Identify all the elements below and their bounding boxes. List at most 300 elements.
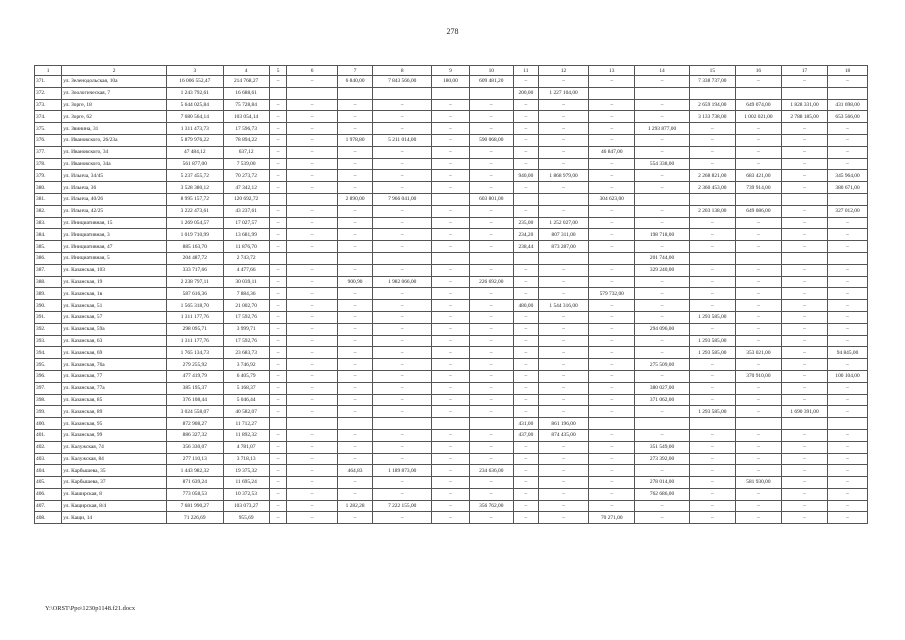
value-cell: –: [337, 359, 373, 371]
address-cell: ул. Карбышева, 37: [62, 477, 167, 489]
value-cell: –: [432, 512, 470, 524]
value-cell: –: [538, 406, 588, 418]
value-cell: –: [781, 205, 827, 217]
header-cell: 9: [432, 66, 470, 76]
row-number-cell: 406.: [35, 488, 62, 500]
value-cell: 353 021,00: [735, 347, 781, 359]
value-cell: 431 698,00: [828, 99, 868, 111]
value-cell: –: [269, 370, 287, 382]
value-cell: –: [735, 335, 781, 347]
address-cell: ул. Ильича, 40/26: [62, 193, 167, 205]
value-cell: –: [269, 146, 287, 158]
value-cell: 7 222 155,00: [373, 500, 432, 512]
value-cell: –: [432, 123, 470, 135]
value-cell: –: [828, 394, 868, 406]
value-cell: –: [828, 382, 868, 394]
value-cell: –: [781, 488, 827, 500]
value-cell: –: [373, 146, 432, 158]
value-cell: –: [269, 76, 287, 88]
value-cell: –: [269, 512, 287, 524]
value-cell: [635, 193, 689, 205]
value-cell: 1 002 021,00: [735, 111, 781, 123]
value-cell: –: [373, 158, 432, 170]
address-cell: ул. Инициативная, 15: [62, 217, 167, 229]
value-cell: –: [337, 406, 373, 418]
value-cell: –: [589, 382, 635, 394]
value-cell: –: [337, 182, 373, 194]
value-cell: –: [735, 359, 781, 371]
value-cell: 1 293 585,00: [689, 406, 735, 418]
row-number-cell: 383.: [35, 217, 62, 229]
table-row: [35, 453, 868, 465]
value-cell: [373, 87, 432, 99]
value-cell: –: [287, 323, 337, 335]
value-cell: –: [781, 276, 827, 288]
value-cell: 477 419,79: [167, 370, 224, 382]
value-cell: –: [287, 123, 337, 135]
value-cell: –: [287, 99, 337, 111]
value-cell: –: [373, 347, 432, 359]
value-cell: 807 311,00: [538, 229, 588, 241]
header-cell: 7: [337, 66, 373, 76]
table-row: [35, 229, 868, 241]
address-cell: ул. Казанская, 57: [62, 311, 167, 323]
row-number-cell: 379.: [35, 170, 62, 182]
table-row: [35, 123, 868, 135]
value-cell: 329 240,00: [635, 264, 689, 276]
value-cell: –: [589, 276, 635, 288]
value-cell: –: [373, 453, 432, 465]
address-cell: ул. Казанская, 99: [62, 429, 167, 441]
value-cell: –: [337, 288, 373, 300]
value-cell: 380 671,00: [828, 182, 868, 194]
value-cell: –: [287, 111, 337, 123]
value-cell: –: [635, 300, 689, 312]
value-cell: –: [589, 241, 635, 253]
address-cell: ул. Ильича, 42/25: [62, 205, 167, 217]
value-cell: –: [513, 477, 538, 489]
table-row: [35, 241, 868, 253]
value-cell: [513, 193, 538, 205]
value-cell: –: [828, 488, 868, 500]
value-cell: –: [337, 453, 373, 465]
row-number-cell: 404.: [35, 465, 62, 477]
value-cell: –: [689, 123, 735, 135]
value-cell: –: [513, 134, 538, 146]
value-cell: –: [781, 76, 827, 88]
value-cell: –: [635, 205, 689, 217]
value-cell: –: [432, 347, 470, 359]
value-cell: –: [287, 394, 337, 406]
value-cell: –: [781, 288, 827, 300]
table-row: [35, 512, 868, 524]
value-cell: –: [635, 170, 689, 182]
value-cell: –: [589, 111, 635, 123]
value-cell: –: [589, 394, 635, 406]
value-cell: 11 695,24: [223, 477, 269, 489]
value-cell: [469, 418, 513, 430]
row-number-cell: 403.: [35, 453, 62, 465]
address-cell: ул. Ивановского, 34: [62, 146, 167, 158]
value-cell: –: [432, 359, 470, 371]
value-cell: [287, 193, 337, 205]
value-cell: –: [635, 406, 689, 418]
value-cell: –: [373, 370, 432, 382]
value-cell: –: [735, 512, 781, 524]
value-cell: –: [589, 359, 635, 371]
value-cell: 71 226,69: [167, 512, 224, 524]
value-cell: 11 712,27: [223, 418, 269, 430]
value-cell: 762 686,00: [635, 488, 689, 500]
value-cell: –: [689, 217, 735, 229]
value-cell: –: [589, 311, 635, 323]
value-cell: –: [781, 170, 827, 182]
row-number-cell: 394.: [35, 347, 62, 359]
value-cell: –: [538, 323, 588, 335]
value-cell: –: [589, 76, 635, 88]
value-cell: –: [589, 347, 635, 359]
value-cell: –: [287, 264, 337, 276]
value-cell: 873 287,00: [538, 241, 588, 253]
address-cell: ул. Калужская, 84: [62, 453, 167, 465]
value-cell: –: [538, 264, 588, 276]
value-cell: –: [538, 182, 588, 194]
table-row: [35, 335, 868, 347]
header-cell: 3: [167, 66, 224, 76]
value-cell: 900,90: [337, 276, 373, 288]
value-cell: –: [538, 370, 588, 382]
value-cell: 11 876,70: [223, 241, 269, 253]
table-row: [35, 477, 868, 489]
table-row: [35, 111, 868, 123]
value-cell: –: [432, 229, 470, 241]
value-cell: –: [287, 134, 337, 146]
table-row: [35, 170, 868, 182]
row-number-cell: 405.: [35, 477, 62, 489]
value-cell: –: [432, 441, 470, 453]
header-cell: 11: [513, 66, 538, 76]
value-cell: –: [269, 288, 287, 300]
value-cell: 871 639,24: [167, 477, 224, 489]
value-cell: –: [469, 512, 513, 524]
value-cell: –: [828, 300, 868, 312]
value-cell: –: [287, 300, 337, 312]
value-cell: 201 744,00: [635, 252, 689, 264]
value-cell: [469, 87, 513, 99]
value-cell: 885 163,70: [167, 241, 224, 253]
value-cell: –: [781, 300, 827, 312]
row-number-cell: 389.: [35, 288, 62, 300]
value-cell: –: [635, 182, 689, 194]
value-cell: –: [635, 429, 689, 441]
table-row: [35, 252, 868, 264]
value-cell: –: [828, 465, 868, 477]
value-cell: 4 477,66: [223, 264, 269, 276]
value-cell: –: [589, 182, 635, 194]
value-cell: –: [469, 335, 513, 347]
value-cell: 1 311 473,73: [167, 123, 224, 135]
value-cell: –: [269, 276, 287, 288]
header-cell: 14: [635, 66, 689, 76]
row-number-cell: 388.: [35, 276, 62, 288]
table-row: [35, 205, 868, 217]
value-cell: –: [337, 488, 373, 500]
value-cell: –: [828, 276, 868, 288]
value-cell: –: [538, 123, 588, 135]
value-cell: 773 058,53: [167, 488, 224, 500]
value-cell: 47 484,12: [167, 146, 224, 158]
value-cell: [287, 252, 337, 264]
value-cell: –: [635, 76, 689, 88]
row-number-cell: 374.: [35, 111, 62, 123]
value-cell: –: [781, 335, 827, 347]
value-cell: –: [469, 323, 513, 335]
value-cell: –: [828, 512, 868, 524]
value-cell: –: [287, 276, 337, 288]
value-cell: –: [287, 229, 337, 241]
value-cell: –: [373, 182, 432, 194]
value-cell: –: [469, 453, 513, 465]
value-cell: –: [373, 205, 432, 217]
value-cell: –: [513, 123, 538, 135]
value-cell: 3 999,71: [223, 323, 269, 335]
value-cell: 2 360 453,00: [689, 182, 735, 194]
value-cell: [589, 252, 635, 264]
value-cell: –: [269, 488, 287, 500]
value-cell: 637,12: [223, 146, 269, 158]
row-number-cell: 376.: [35, 134, 62, 146]
value-cell: 1 311 177,76: [167, 335, 224, 347]
value-cell: –: [538, 488, 588, 500]
value-cell: 103 073,27: [223, 500, 269, 512]
value-cell: –: [373, 512, 432, 524]
value-cell: 385 195,37: [167, 382, 224, 394]
value-cell: –: [589, 229, 635, 241]
address-cell: ул. Казанская, 77а: [62, 382, 167, 394]
value-cell: 356 762,00: [469, 500, 513, 512]
value-cell: –: [689, 382, 735, 394]
value-cell: –: [287, 500, 337, 512]
value-cell: –: [538, 512, 588, 524]
value-cell: –: [589, 465, 635, 477]
value-cell: –: [469, 406, 513, 418]
header-cell: 5: [269, 66, 287, 76]
value-cell: [373, 252, 432, 264]
value-cell: –: [373, 288, 432, 300]
address-cell: ул. Казанская, 85: [62, 394, 167, 406]
value-cell: 345 964,00: [828, 170, 868, 182]
value-cell: –: [513, 288, 538, 300]
address-cell: ул. Казанская, 76а: [62, 359, 167, 371]
address-cell: ул. Ивановского, 26/23а: [62, 134, 167, 146]
value-cell: –: [635, 347, 689, 359]
value-cell: 11 892,32: [223, 429, 269, 441]
value-cell: 3 222 473,61: [167, 205, 224, 217]
value-cell: –: [689, 158, 735, 170]
value-cell: –: [373, 335, 432, 347]
value-cell: 1 252 027,00: [538, 217, 588, 229]
value-cell: 226 692,00: [469, 276, 513, 288]
value-cell: [269, 418, 287, 430]
value-cell: –: [828, 359, 868, 371]
address-cell: ул. Казанская, 69: [62, 347, 167, 359]
value-cell: –: [589, 453, 635, 465]
value-cell: 5 046,44: [223, 394, 269, 406]
value-cell: –: [828, 453, 868, 465]
value-cell: [735, 87, 781, 99]
value-cell: –: [635, 512, 689, 524]
value-cell: [287, 418, 337, 430]
value-cell: –: [538, 382, 588, 394]
value-cell: 1 544 316,00: [538, 300, 588, 312]
value-cell: –: [735, 453, 781, 465]
value-cell: 103 054,14: [223, 111, 269, 123]
value-cell: –: [432, 158, 470, 170]
value-cell: –: [269, 134, 287, 146]
value-cell: 1 443 982,32: [167, 465, 224, 477]
value-cell: –: [469, 146, 513, 158]
value-cell: –: [337, 382, 373, 394]
value-cell: –: [432, 335, 470, 347]
value-cell: [337, 252, 373, 264]
value-cell: –: [689, 512, 735, 524]
value-cell: 46 847,00: [589, 146, 635, 158]
address-cell: ул. Инициативная, 47: [62, 241, 167, 253]
value-cell: –: [269, 453, 287, 465]
address-cell: ул. Инициативная, 5: [62, 252, 167, 264]
value-cell: –: [735, 217, 781, 229]
row-number-cell: 384.: [35, 229, 62, 241]
value-cell: 1 565 318,70: [167, 300, 224, 312]
value-cell: 277 110,13: [167, 453, 224, 465]
value-cell: [373, 418, 432, 430]
value-cell: 70 273,72: [223, 170, 269, 182]
value-cell: 8 995 157,72: [167, 193, 224, 205]
value-cell: [432, 418, 470, 430]
address-cell: ул. Кащи, 14: [62, 512, 167, 524]
value-cell: –: [735, 146, 781, 158]
address-cell: ул. Звинина, 31: [62, 123, 167, 135]
value-cell: 1 978,80: [337, 134, 373, 146]
value-cell: –: [287, 76, 337, 88]
row-number-cell: 378.: [35, 158, 62, 170]
table-row: [35, 488, 868, 500]
value-cell: [689, 87, 735, 99]
value-cell: –: [781, 123, 827, 135]
header-cell: 15: [689, 66, 735, 76]
value-cell: –: [432, 205, 470, 217]
value-cell: –: [828, 241, 868, 253]
page-number: 278: [446, 27, 459, 36]
row-number-cell: 377.: [35, 146, 62, 158]
value-cell: 609 481,20: [469, 76, 513, 88]
value-cell: –: [432, 311, 470, 323]
value-cell: –: [269, 394, 287, 406]
value-cell: –: [781, 394, 827, 406]
value-cell: 861 196,00: [538, 418, 588, 430]
row-number-cell: 395.: [35, 359, 62, 371]
value-cell: 5 879 976,22: [167, 134, 224, 146]
footer-file-path: Y:\ORST\Ppo\1230p1148.f21.docx: [45, 605, 136, 612]
value-cell: 581 930,00: [735, 477, 781, 489]
value-cell: –: [269, 323, 287, 335]
value-cell: 1 227 104,00: [538, 87, 588, 99]
value-cell: –: [432, 500, 470, 512]
value-cell: –: [513, 111, 538, 123]
value-cell: 238,44: [513, 241, 538, 253]
table-row: [35, 370, 868, 382]
value-cell: 214 768,27: [223, 76, 269, 88]
value-cell: 2 659 194,00: [689, 99, 735, 111]
value-cell: –: [828, 406, 868, 418]
value-cell: [432, 252, 470, 264]
table-row: [35, 182, 868, 194]
value-cell: –: [432, 429, 470, 441]
value-cell: –: [373, 123, 432, 135]
value-cell: 1 282,28: [337, 500, 373, 512]
value-cell: –: [513, 205, 538, 217]
table-row: [35, 359, 868, 371]
value-cell: –: [432, 264, 470, 276]
value-cell: 333 717,66: [167, 264, 224, 276]
value-cell: 1 243 792,61: [167, 87, 224, 99]
value-cell: –: [373, 217, 432, 229]
value-cell: –: [432, 323, 470, 335]
value-cell: –: [735, 406, 781, 418]
value-cell: –: [337, 158, 373, 170]
value-cell: –: [781, 477, 827, 489]
value-cell: –: [538, 205, 588, 217]
value-cell: –: [269, 182, 287, 194]
value-cell: –: [589, 488, 635, 500]
value-cell: –: [589, 406, 635, 418]
value-cell: 298 095,71: [167, 323, 224, 335]
value-cell: –: [373, 264, 432, 276]
value-cell: 70 271,00: [589, 512, 635, 524]
row-number-cell: 390.: [35, 300, 62, 312]
value-cell: [337, 418, 373, 430]
table-row: [35, 300, 868, 312]
value-cell: –: [538, 453, 588, 465]
value-cell: –: [781, 182, 827, 194]
value-cell: 649 086,00: [735, 205, 781, 217]
value-cell: 17 596,73: [223, 123, 269, 135]
value-cell: 5 237 455,72: [167, 170, 224, 182]
value-cell: –: [635, 217, 689, 229]
value-cell: –: [287, 288, 337, 300]
header-cell: 17: [781, 66, 827, 76]
value-cell: –: [735, 276, 781, 288]
table-row: [35, 394, 868, 406]
table-row: [35, 347, 868, 359]
value-cell: –: [781, 512, 827, 524]
value-cell: –: [589, 323, 635, 335]
value-cell: 649 074,00: [735, 99, 781, 111]
value-cell: –: [337, 217, 373, 229]
value-cell: –: [469, 158, 513, 170]
value-cell: 2 890,00: [337, 193, 373, 205]
value-cell: –: [781, 158, 827, 170]
value-cell: –: [432, 477, 470, 489]
address-cell: ул. Казанская, 59а: [62, 323, 167, 335]
value-cell: –: [513, 347, 538, 359]
value-cell: –: [735, 134, 781, 146]
row-number-cell: 381.: [35, 193, 62, 205]
value-cell: –: [689, 465, 735, 477]
value-cell: 279 255,92: [167, 359, 224, 371]
value-cell: –: [513, 500, 538, 512]
value-cell: –: [689, 453, 735, 465]
